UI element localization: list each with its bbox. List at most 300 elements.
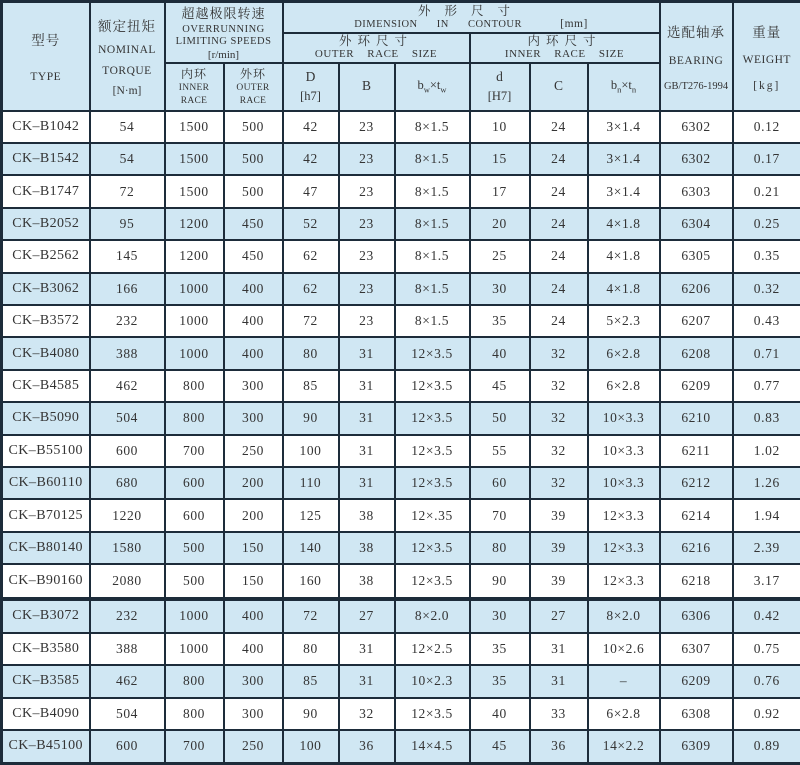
inner-race-size-en: INNER RACE SIZE xyxy=(471,48,659,61)
cell-torque: 2080 xyxy=(90,564,165,598)
cell-type: CK–B2052 xyxy=(2,208,90,240)
cell-bw-tw: 10×2.3 xyxy=(395,665,470,697)
cell-bn-tn: 14×2.2 xyxy=(588,730,660,764)
cell-B: 32 xyxy=(339,698,395,730)
col-header-type xyxy=(2,2,90,111)
col-header-bw-tw: $b_w\times t_w$ xyxy=(395,63,470,111)
col-header-bearing xyxy=(660,2,733,111)
cell-d: 30 xyxy=(470,599,530,633)
cell-bearing: 6307 xyxy=(660,633,733,665)
cell-D: 90 xyxy=(283,698,339,730)
cell-inner-speed: 1000 xyxy=(165,633,224,665)
cell-B: 23 xyxy=(339,208,395,240)
cell-bn-tn: 6×2.8 xyxy=(588,698,660,730)
cell-d: 40 xyxy=(470,698,530,730)
cell-inner-speed: 1200 xyxy=(165,240,224,272)
cell-weight: 0.76 xyxy=(733,665,800,697)
cell-C: 32 xyxy=(530,467,588,499)
cell-d: 10 xyxy=(470,111,530,143)
cell-bw-tw: 8×1.5 xyxy=(395,273,470,305)
cell-weight: 0.71 xyxy=(733,337,800,369)
cell-outer-speed: 300 xyxy=(224,698,283,730)
cell-C: 24 xyxy=(530,143,588,175)
cell-type: CK–B1542 xyxy=(2,143,90,175)
cell-weight: 3.17 xyxy=(733,564,800,598)
speeds-label-en2: LIMITING SPEEDS xyxy=(166,36,282,48)
cell-type: CK–B45100 xyxy=(2,730,90,764)
cell-type: CK–B2562 xyxy=(2,240,90,272)
cell-C: 24 xyxy=(530,175,588,207)
cell-bn-tn: 10×3.3 xyxy=(588,435,660,467)
torque-label-en2: TORQUE xyxy=(102,65,151,77)
C-symbol: C xyxy=(554,78,563,93)
cell-B: 31 xyxy=(339,633,395,665)
torque-label-en1: NOMINAL xyxy=(98,44,156,56)
cell-D: 140 xyxy=(283,532,339,564)
dimension-label-en: DIMENSION IN CONTOUR [mm] xyxy=(284,18,659,31)
header-row-1 xyxy=(2,2,800,33)
cell-bw-tw: 14×4.5 xyxy=(395,730,470,764)
cell-outer-speed: 300 xyxy=(224,370,283,402)
cell-D: 42 xyxy=(283,143,339,175)
cell-C: 31 xyxy=(530,665,588,697)
weight-label-en: WEIGHT xyxy=(743,54,791,66)
cell-d: 17 xyxy=(470,175,530,207)
cell-B: 31 xyxy=(339,467,395,499)
table-row xyxy=(2,175,800,207)
cell-inner-speed: 600 xyxy=(165,499,224,531)
torque-unit: [N·m] xyxy=(113,85,142,97)
cell-type: CK–B55100 xyxy=(2,435,90,467)
cell-bearing: 6214 xyxy=(660,499,733,531)
cell-weight: 0.35 xyxy=(733,240,800,272)
cell-weight: 0.43 xyxy=(733,305,800,337)
cell-weight: 1.02 xyxy=(733,435,800,467)
col-header-torque xyxy=(90,2,165,111)
cell-C: 31 xyxy=(530,633,588,665)
cell-B: 31 xyxy=(339,402,395,434)
cell-inner-speed: 1500 xyxy=(165,111,224,143)
col-header-D xyxy=(283,63,339,111)
cell-bearing: 6309 xyxy=(660,730,733,764)
col-header-dimension xyxy=(283,2,660,33)
d-tolerance: [H7] xyxy=(488,89,512,103)
table-row xyxy=(2,111,800,143)
table-row xyxy=(2,698,800,730)
cell-bearing: 6207 xyxy=(660,305,733,337)
cell-inner-speed: 1000 xyxy=(165,305,224,337)
cell-d: 25 xyxy=(470,240,530,272)
cell-outer-speed: 500 xyxy=(224,143,283,175)
cell-C: 39 xyxy=(530,564,588,598)
cell-D: 62 xyxy=(283,240,339,272)
cell-bn-tn: 4×1.8 xyxy=(588,273,660,305)
cell-D: 42 xyxy=(283,111,339,143)
cell-bearing: 6302 xyxy=(660,111,733,143)
cell-C: 36 xyxy=(530,730,588,764)
cell-bearing: 6304 xyxy=(660,208,733,240)
cell-type: CK–B4080 xyxy=(2,337,90,369)
cell-d: 45 xyxy=(470,730,530,764)
table-row xyxy=(2,499,800,531)
cell-d: 35 xyxy=(470,305,530,337)
table-row xyxy=(2,305,800,337)
col-header-B xyxy=(339,63,395,111)
cell-bw-tw: 8×1.5 xyxy=(395,175,470,207)
cell-type: CK–B3572 xyxy=(2,305,90,337)
D-tolerance: [h7] xyxy=(300,89,321,103)
cell-C: 24 xyxy=(530,273,588,305)
cell-inner-speed: 1500 xyxy=(165,143,224,175)
cell-bn-tn: 12×3.3 xyxy=(588,564,660,598)
cell-bn-tn: 3×1.4 xyxy=(588,111,660,143)
cell-inner-speed: 800 xyxy=(165,698,224,730)
cell-B: 23 xyxy=(339,273,395,305)
cell-bearing: 6306 xyxy=(660,599,733,633)
cell-torque: 232 xyxy=(90,599,165,633)
cell-torque: 54 xyxy=(90,143,165,175)
speeds-label-zh: 超越极限转速 xyxy=(181,6,265,21)
cell-D: 85 xyxy=(283,665,339,697)
cell-bearing: 6308 xyxy=(660,698,733,730)
cell-weight: 0.92 xyxy=(733,698,800,730)
cell-type: CK–B3062 xyxy=(2,273,90,305)
cell-B: 23 xyxy=(339,305,395,337)
cell-d: 20 xyxy=(470,208,530,240)
cell-weight: 2.39 xyxy=(733,532,800,564)
inner-speed-zh: 内环 xyxy=(181,67,207,81)
cell-weight: 1.94 xyxy=(733,499,800,531)
cell-weight: 0.32 xyxy=(733,273,800,305)
cell-bw-tw: 12×3.5 xyxy=(395,564,470,598)
cell-outer-speed: 300 xyxy=(224,402,283,434)
weight-unit: [kg] xyxy=(753,80,780,92)
table-row xyxy=(2,143,800,175)
cell-bw-tw: 8×2.0 xyxy=(395,599,470,633)
cell-outer-speed: 250 xyxy=(224,730,283,764)
table-row xyxy=(2,273,800,305)
col-header-outer-speed xyxy=(224,63,283,111)
cell-d: 50 xyxy=(470,402,530,434)
cell-torque: 166 xyxy=(90,273,165,305)
cell-weight: 0.89 xyxy=(733,730,800,764)
cell-bn-tn: 8×2.0 xyxy=(588,599,660,633)
cell-outer-speed: 450 xyxy=(224,240,283,272)
cell-torque: 1220 xyxy=(90,499,165,531)
cell-bn-tn: 4×1.8 xyxy=(588,240,660,272)
col-header-C xyxy=(530,63,588,111)
cell-D: 125 xyxy=(283,499,339,531)
cell-bw-tw: 8×1.5 xyxy=(395,240,470,272)
cell-B: 23 xyxy=(339,111,395,143)
cell-outer-speed: 400 xyxy=(224,273,283,305)
outer-speed-en2: RACE xyxy=(240,96,267,107)
table-row xyxy=(2,240,800,272)
inner-race-size-zh: 内环尺寸 xyxy=(471,34,659,48)
cell-bearing: 6212 xyxy=(660,467,733,499)
table-row xyxy=(2,435,800,467)
cell-torque: 388 xyxy=(90,337,165,369)
cell-bearing: 6211 xyxy=(660,435,733,467)
cell-bearing: 6302 xyxy=(660,143,733,175)
cell-D: 52 xyxy=(283,208,339,240)
cell-bw-tw: 8×1.5 xyxy=(395,143,470,175)
table-row xyxy=(2,467,800,499)
cell-C: 32 xyxy=(530,337,588,369)
cell-torque: 72 xyxy=(90,175,165,207)
cell-C: 24 xyxy=(530,208,588,240)
cell-weight: 0.25 xyxy=(733,208,800,240)
cell-bw-tw: 12×3.5 xyxy=(395,370,470,402)
cell-weight: 0.75 xyxy=(733,633,800,665)
cell-inner-speed: 700 xyxy=(165,730,224,764)
weight-label-zh: 重量 xyxy=(752,21,781,41)
cell-bw-tw: 12×.35 xyxy=(395,499,470,531)
cell-outer-speed: 450 xyxy=(224,208,283,240)
cell-weight: 0.21 xyxy=(733,175,800,207)
table-row xyxy=(2,564,800,598)
cell-C: 39 xyxy=(530,499,588,531)
cell-C: 24 xyxy=(530,240,588,272)
cell-D: 110 xyxy=(283,467,339,499)
torque-label-zh: 额定扭矩 xyxy=(98,15,156,35)
cell-bn-tn: 3×1.4 xyxy=(588,143,660,175)
cell-type: CK–B1042 xyxy=(2,111,90,143)
cell-inner-speed: 800 xyxy=(165,370,224,402)
cell-inner-speed: 1000 xyxy=(165,273,224,305)
cell-d: 15 xyxy=(470,143,530,175)
speeds-unit: [r/min] xyxy=(166,49,282,62)
cell-bearing: 6208 xyxy=(660,337,733,369)
cell-torque: 54 xyxy=(90,111,165,143)
cell-torque: 504 xyxy=(90,402,165,434)
cell-D: 160 xyxy=(283,564,339,598)
outer-race-size-zh: 外环尺寸 xyxy=(284,34,469,48)
cell-C: 24 xyxy=(530,305,588,337)
cell-weight: 0.42 xyxy=(733,599,800,633)
cell-inner-speed: 1000 xyxy=(165,599,224,633)
cell-B: 27 xyxy=(339,599,395,633)
cell-bn-tn: 12×3.3 xyxy=(588,532,660,564)
cell-bearing: 6216 xyxy=(660,532,733,564)
cell-bn-tn: 3×1.4 xyxy=(588,175,660,207)
cell-inner-speed: 1000 xyxy=(165,337,224,369)
cell-outer-speed: 400 xyxy=(224,337,283,369)
cell-weight: 0.17 xyxy=(733,143,800,175)
cell-D: 80 xyxy=(283,633,339,665)
cell-outer-speed: 150 xyxy=(224,532,283,564)
cell-bw-tw: 12×3.5 xyxy=(395,698,470,730)
speeds-label-en1: OVERRUNNING xyxy=(166,24,282,36)
cell-C: 32 xyxy=(530,435,588,467)
cell-C: 39 xyxy=(530,532,588,564)
cell-bearing: 6218 xyxy=(660,564,733,598)
cell-inner-speed: 800 xyxy=(165,665,224,697)
cell-bw-tw: 8×1.5 xyxy=(395,208,470,240)
cell-torque: 462 xyxy=(90,665,165,697)
cell-C: 33 xyxy=(530,698,588,730)
cell-D: 62 xyxy=(283,273,339,305)
outer-race-size-en: OUTER RACE SIZE xyxy=(284,48,469,61)
cell-bw-tw: 12×3.5 xyxy=(395,532,470,564)
cell-bw-tw: 12×3.5 xyxy=(395,402,470,434)
table-row xyxy=(2,633,800,665)
cell-B: 23 xyxy=(339,175,395,207)
B-symbol: B xyxy=(362,78,371,93)
cell-d: 80 xyxy=(470,532,530,564)
cell-torque: 1580 xyxy=(90,532,165,564)
cell-bw-tw: 12×3.5 xyxy=(395,337,470,369)
cell-B: 31 xyxy=(339,370,395,402)
cell-bn-tn: 10×3.3 xyxy=(588,467,660,499)
col-header-speeds xyxy=(165,2,283,63)
cell-B: 38 xyxy=(339,499,395,531)
cell-C: 24 xyxy=(530,111,588,143)
cell-bearing: 6206 xyxy=(660,273,733,305)
cell-C: 27 xyxy=(530,599,588,633)
inner-speed-en1: INNER xyxy=(179,83,210,94)
cell-bw-tw: 12×3.5 xyxy=(395,467,470,499)
cell-inner-speed: 800 xyxy=(165,402,224,434)
cell-torque: 600 xyxy=(90,435,165,467)
cell-B: 36 xyxy=(339,730,395,764)
cell-d: 70 xyxy=(470,499,530,531)
col-header-outer-race-size xyxy=(283,33,470,63)
col-header-inner-speed xyxy=(165,63,224,111)
cell-torque: 145 xyxy=(90,240,165,272)
table-row xyxy=(2,370,800,402)
inner-speed-en2: RACE xyxy=(181,96,208,107)
cell-weight: 0.77 xyxy=(733,370,800,402)
cell-d: 30 xyxy=(470,273,530,305)
cell-torque: 388 xyxy=(90,633,165,665)
cell-torque: 95 xyxy=(90,208,165,240)
cell-B: 38 xyxy=(339,532,395,564)
cell-type: CK–B3072 xyxy=(2,599,90,633)
table-row xyxy=(2,599,800,633)
cell-D: 72 xyxy=(283,599,339,633)
cell-inner-speed: 1500 xyxy=(165,175,224,207)
col-header-bn-tn: $b_n\times t_n$ xyxy=(588,63,660,111)
cell-bearing: 6209 xyxy=(660,370,733,402)
cell-C: 32 xyxy=(530,402,588,434)
cell-outer-speed: 200 xyxy=(224,499,283,531)
cell-D: 85 xyxy=(283,370,339,402)
cell-outer-speed: 500 xyxy=(224,175,283,207)
cell-weight: 0.12 xyxy=(733,111,800,143)
cell-torque: 600 xyxy=(90,730,165,764)
cell-type: CK–B70125 xyxy=(2,499,90,531)
cell-outer-speed: 500 xyxy=(224,111,283,143)
cell-bearing: 6303 xyxy=(660,175,733,207)
cell-B: 31 xyxy=(339,337,395,369)
cell-bn-tn: 6×2.8 xyxy=(588,337,660,369)
cell-type: CK–B5090 xyxy=(2,402,90,434)
table-row xyxy=(2,665,800,697)
cell-inner-speed: 700 xyxy=(165,435,224,467)
cell-D: 100 xyxy=(283,435,339,467)
type-label-en: TYPE xyxy=(30,71,61,83)
cell-d: 45 xyxy=(470,370,530,402)
cell-B: 23 xyxy=(339,240,395,272)
cell-bearing: 6305 xyxy=(660,240,733,272)
cell-bn-tn: – xyxy=(588,665,660,697)
cell-type: CK–B3585 xyxy=(2,665,90,697)
table-row xyxy=(2,208,800,240)
D-symbol: D xyxy=(306,69,316,84)
cell-D: 80 xyxy=(283,337,339,369)
bearing-standard: GB/T276-1994 xyxy=(664,81,728,92)
cell-inner-speed: 1200 xyxy=(165,208,224,240)
cell-bw-tw: 8×1.5 xyxy=(395,111,470,143)
cell-outer-speed: 250 xyxy=(224,435,283,467)
bearing-label-en: BEARING xyxy=(669,55,724,67)
table-row xyxy=(2,730,800,764)
cell-outer-speed: 150 xyxy=(224,564,283,598)
cell-d: 35 xyxy=(470,633,530,665)
cell-outer-speed: 200 xyxy=(224,467,283,499)
cell-bn-tn: 10×3.3 xyxy=(588,402,660,434)
type-label-zh: 型号 xyxy=(31,29,60,49)
cell-d: 35 xyxy=(470,665,530,697)
cell-type: CK–B1747 xyxy=(2,175,90,207)
cell-bw-tw: 8×1.5 xyxy=(395,305,470,337)
table-body xyxy=(2,111,800,764)
cell-D: 100 xyxy=(283,730,339,764)
cell-bearing: 6210 xyxy=(660,402,733,434)
d-symbol: d xyxy=(496,69,503,84)
cell-type: CK–B90160 xyxy=(2,564,90,598)
cell-torque: 504 xyxy=(90,698,165,730)
cell-d: 90 xyxy=(470,564,530,598)
cell-bn-tn: 4×1.8 xyxy=(588,208,660,240)
cell-D: 90 xyxy=(283,402,339,434)
cell-bn-tn: 10×2.6 xyxy=(588,633,660,665)
cell-B: 31 xyxy=(339,665,395,697)
table-row xyxy=(2,532,800,564)
cell-bn-tn: 12×3.3 xyxy=(588,499,660,531)
cell-outer-speed: 400 xyxy=(224,599,283,633)
col-header-weight xyxy=(733,2,800,111)
cell-type: CK–B4585 xyxy=(2,370,90,402)
cell-inner-speed: 500 xyxy=(165,532,224,564)
col-header-inner-race-size xyxy=(470,33,660,63)
cell-outer-speed: 400 xyxy=(224,633,283,665)
cell-inner-speed: 600 xyxy=(165,467,224,499)
table-header xyxy=(2,2,800,111)
cell-bearing: 6209 xyxy=(660,665,733,697)
cell-C: 32 xyxy=(530,370,588,402)
cell-d: 60 xyxy=(470,467,530,499)
cell-outer-speed: 400 xyxy=(224,305,283,337)
cell-torque: 462 xyxy=(90,370,165,402)
cell-d: 40 xyxy=(470,337,530,369)
cell-bw-tw: 12×3.5 xyxy=(395,435,470,467)
cell-type: CK–B60110 xyxy=(2,467,90,499)
cell-bw-tw: 12×2.5 xyxy=(395,633,470,665)
cell-type: CK–B4090 xyxy=(2,698,90,730)
outer-speed-zh: 外环 xyxy=(240,67,266,81)
table-row xyxy=(2,402,800,434)
cell-bn-tn: 6×2.8 xyxy=(588,370,660,402)
outer-speed-en1: OUTER xyxy=(236,83,269,94)
col-header-d xyxy=(470,63,530,111)
cell-weight: 1.26 xyxy=(733,467,800,499)
cell-B: 38 xyxy=(339,564,395,598)
cell-weight: 0.83 xyxy=(733,402,800,434)
cell-D: 72 xyxy=(283,305,339,337)
dimension-label-zh: 外形尺寸 xyxy=(284,4,659,18)
